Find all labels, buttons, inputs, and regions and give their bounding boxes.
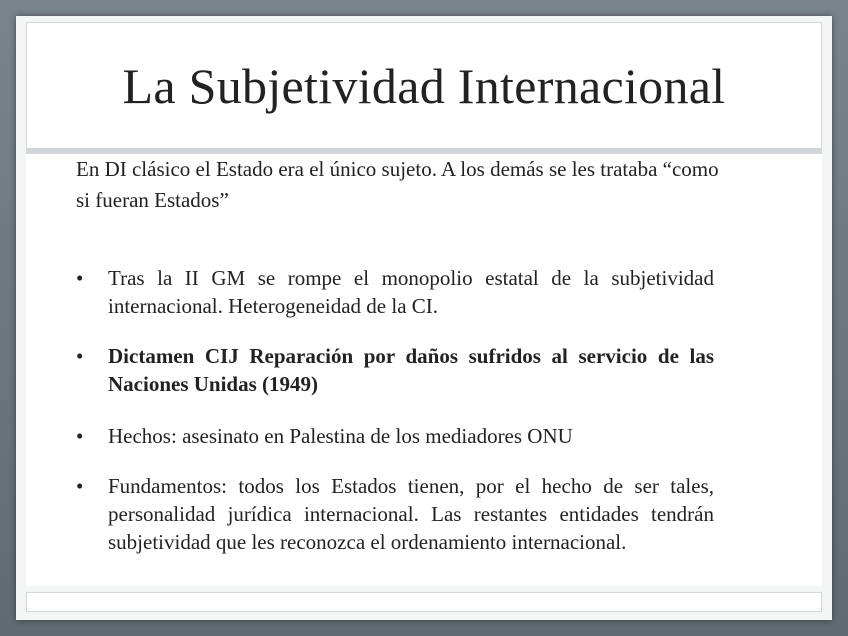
bullet-text: Tras la II GM se rompe el monopolio estatal de la subjetividad internacional. Heterogeneidad de la CI. (108, 266, 714, 318)
bullet-text: Hechos: asesinato en Palestina de los mediadores ONU (108, 424, 573, 448)
bullet-marker: • (76, 474, 84, 498)
bullet-text: Fundamentos: todos los Estados tienen, por el hecho de ser tales, personalidad jurídica internacional. Las restantes entidades tendrán subjetividad que les reconozca el ordenamiento internacional. (108, 474, 714, 554)
bullet-marker: • (76, 266, 84, 290)
slide-title: La Subjetividad Internacional (122, 58, 726, 114)
bullet-marker: • (76, 424, 84, 448)
bullet-text-emphasis: Dictamen CIJ Reparación por daños sufridos al servicio de las Naciones Unidas (1949) (108, 344, 714, 396)
footer-bar (26, 592, 822, 612)
title-area (26, 22, 822, 156)
bullet-marker: • (76, 344, 84, 368)
intro-paragraph: En DI clásico el Estado era el único sujeto. A los demás se les trataba “como si fueran Estados” (76, 157, 719, 212)
